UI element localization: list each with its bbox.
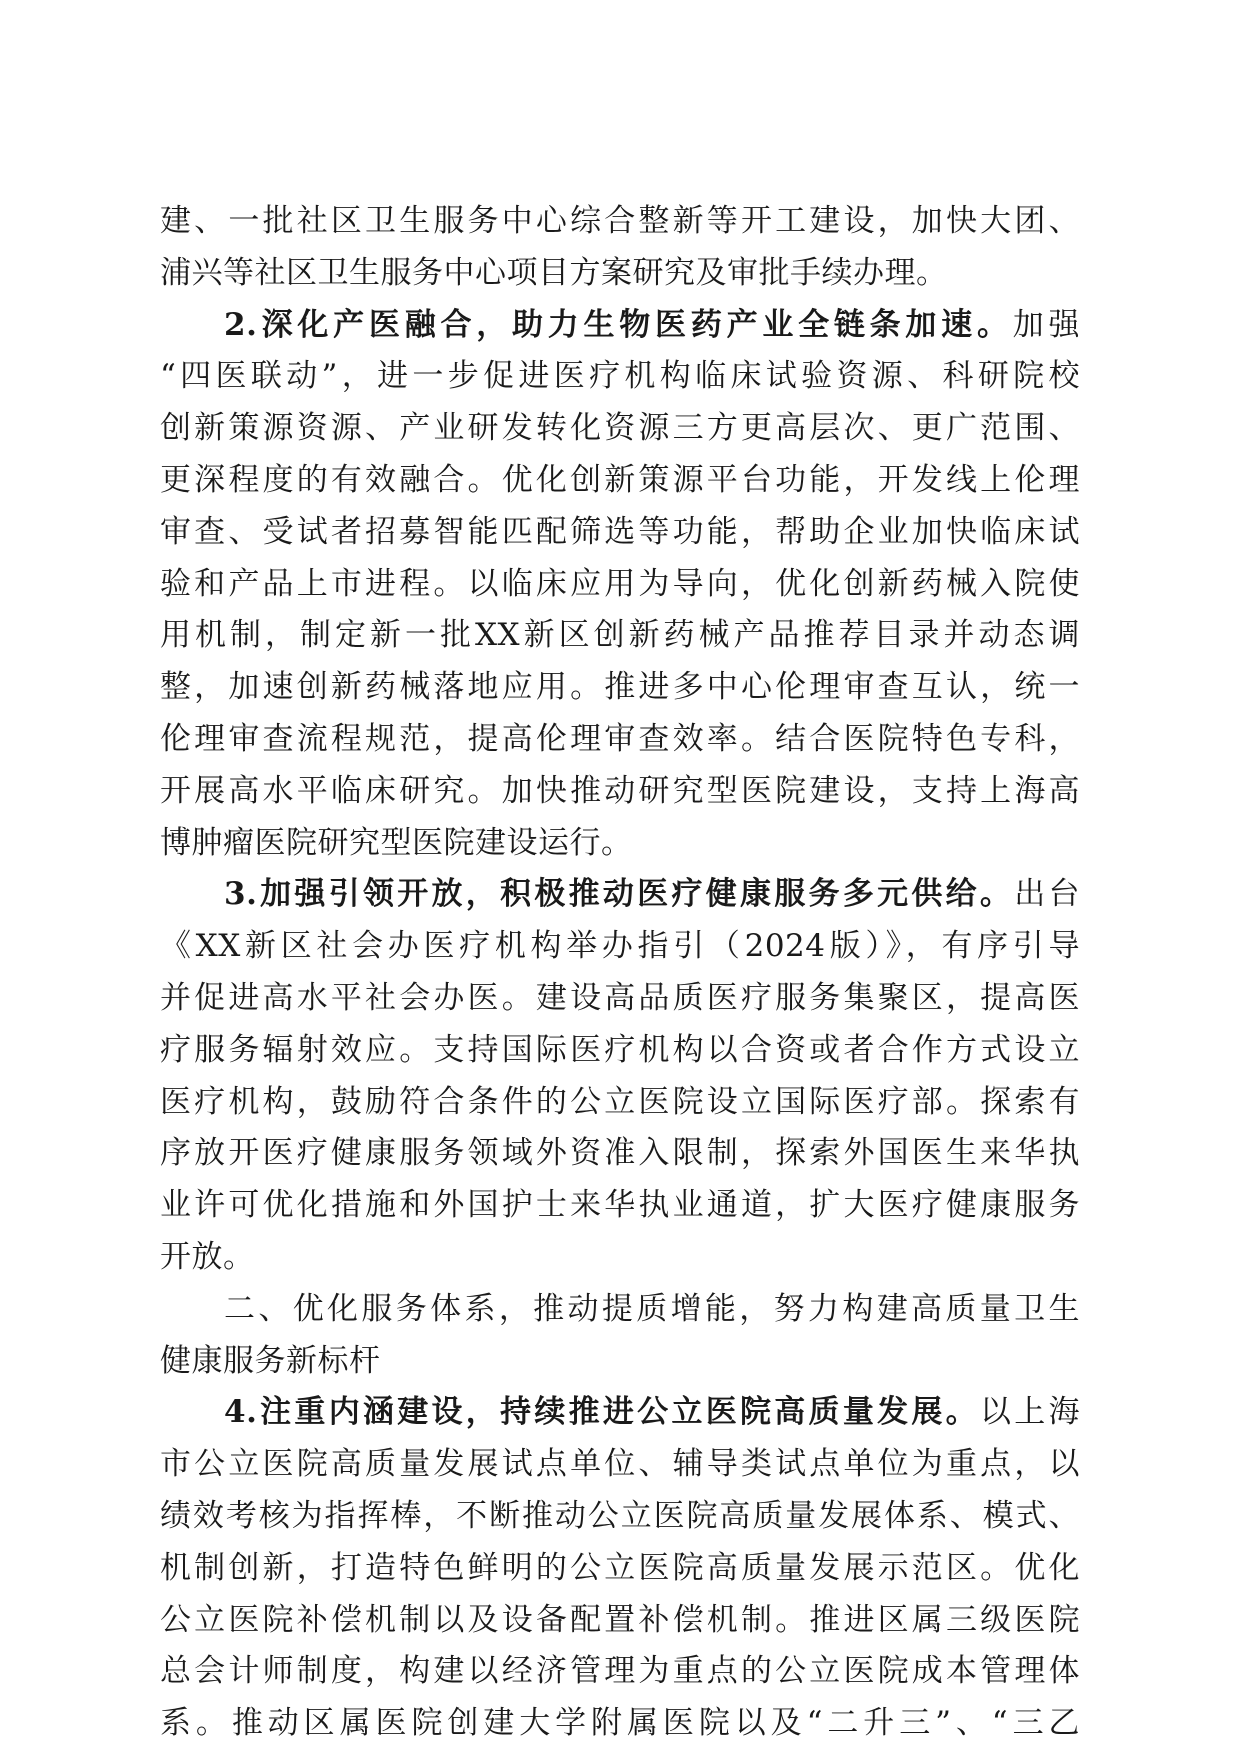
paragraph-heading-line [160, 300, 1080, 352]
paragraph-heading: 2.深化产医融合，助力生物医药产业全链条加速。 [224, 306, 1013, 343]
body-line: 机制创新，打造特色鲜明的公立医院高质量发展示范区。优化 [160, 1549, 1080, 1586]
body-line: 审查、受试者招募智能匹配筛选等功能，帮助企业加快临床试 [160, 513, 1080, 550]
body-line: 并促进高水平社会办医。建设高品质医疗服务集聚区，提高医 [160, 979, 1080, 1016]
body-line: 市公立医院高质量发展试点单位、辅导类试点单位为重点，以 [160, 1446, 1080, 1483]
paragraph-heading-line [160, 1387, 1080, 1439]
body-line: 绩效考核为指挥棒，不断推动公立医院高质量发展体系、模式、 [160, 1497, 1080, 1534]
section-heading-line: 二、优化服务体系，推动提质增能，努力构建高质量卫生 [224, 1290, 1080, 1327]
body-line: 创新策源资源、产业研发转化资源三方更高层次、更广范围、 [160, 410, 1080, 447]
body-line: 开展高水平临床研究。加快推动研究型医院建设，支持上海高 [160, 772, 1080, 809]
body-line: 浦兴等社区卫生服务中心项目方案研究及审批手续办理。 [160, 254, 948, 291]
body-line: 《XX新区社会办医疗机构举办指引（2024版）》，有序引导 [160, 928, 1080, 965]
body-line: 开放。 [160, 1238, 255, 1275]
body-line: 业许可优化措施和外国护士来华执业通道，扩大医疗健康服务 [160, 1187, 1080, 1224]
body-line: 更深程度的有效融合。优化创新策源平台功能，开发线上伦理 [160, 461, 1080, 498]
body-line: 总会计师制度，构建以经济管理为重点的公立医院成本管理体 [160, 1653, 1080, 1690]
body-line: 系。推动区属医院创建大学附属医院以及“二升三”、“三乙 [160, 1705, 1080, 1742]
body-line: 用机制，制定新一批XX新区创新药械产品推荐目录并动态调 [160, 617, 1080, 654]
document-body [160, 196, 1080, 1750]
body-line: 疗服务辐射效应。支持国际医疗机构以合资或者合作方式设立 [160, 1031, 1080, 1068]
body-line: 医疗机构，鼓励符合条件的公立医院设立国际医疗部。探索有 [160, 1083, 1080, 1120]
body-text: 以上海 [979, 1394, 1080, 1431]
paragraph-heading: 4.注重内涵建设，持续推进公立医院高质量发展。 [224, 1394, 980, 1431]
paragraph-heading-line [160, 869, 1080, 921]
body-text: 出台 [1014, 876, 1080, 913]
body-line: 建、一批社区卫生服务中心综合整新等开工建设，加快大团、 [160, 203, 1080, 239]
paragraph-heading: 3.加强引领开放，积极推动医疗健康服务多元供给。 [224, 876, 1015, 913]
body-line: 验和产品上市进程。以临床应用为导向，优化创新药械入院使 [160, 565, 1080, 602]
body-line: 公立医院补偿机制以及设备配置补偿机制。推进区属三级医院 [160, 1601, 1080, 1638]
body-line: “四医联动”，进一步促进医疗机构临床试验资源、科研院校 [160, 358, 1080, 395]
body-line: 序放开医疗健康服务领域外资准入限制，探索外国医生来华执 [160, 1135, 1080, 1172]
body-line: 博肿瘤医院研究型医院建设运行。 [160, 824, 633, 861]
body-line: 伦理审查流程规范，提高伦理审查效率。结合医院特色专科， [160, 720, 1080, 757]
body-line: 整，加速创新药械落地应用。推进多中心伦理审查互认，统一 [160, 669, 1080, 706]
section-heading-line: 健康服务新标杆 [160, 1342, 381, 1379]
body-text: 加强 [1012, 306, 1080, 343]
